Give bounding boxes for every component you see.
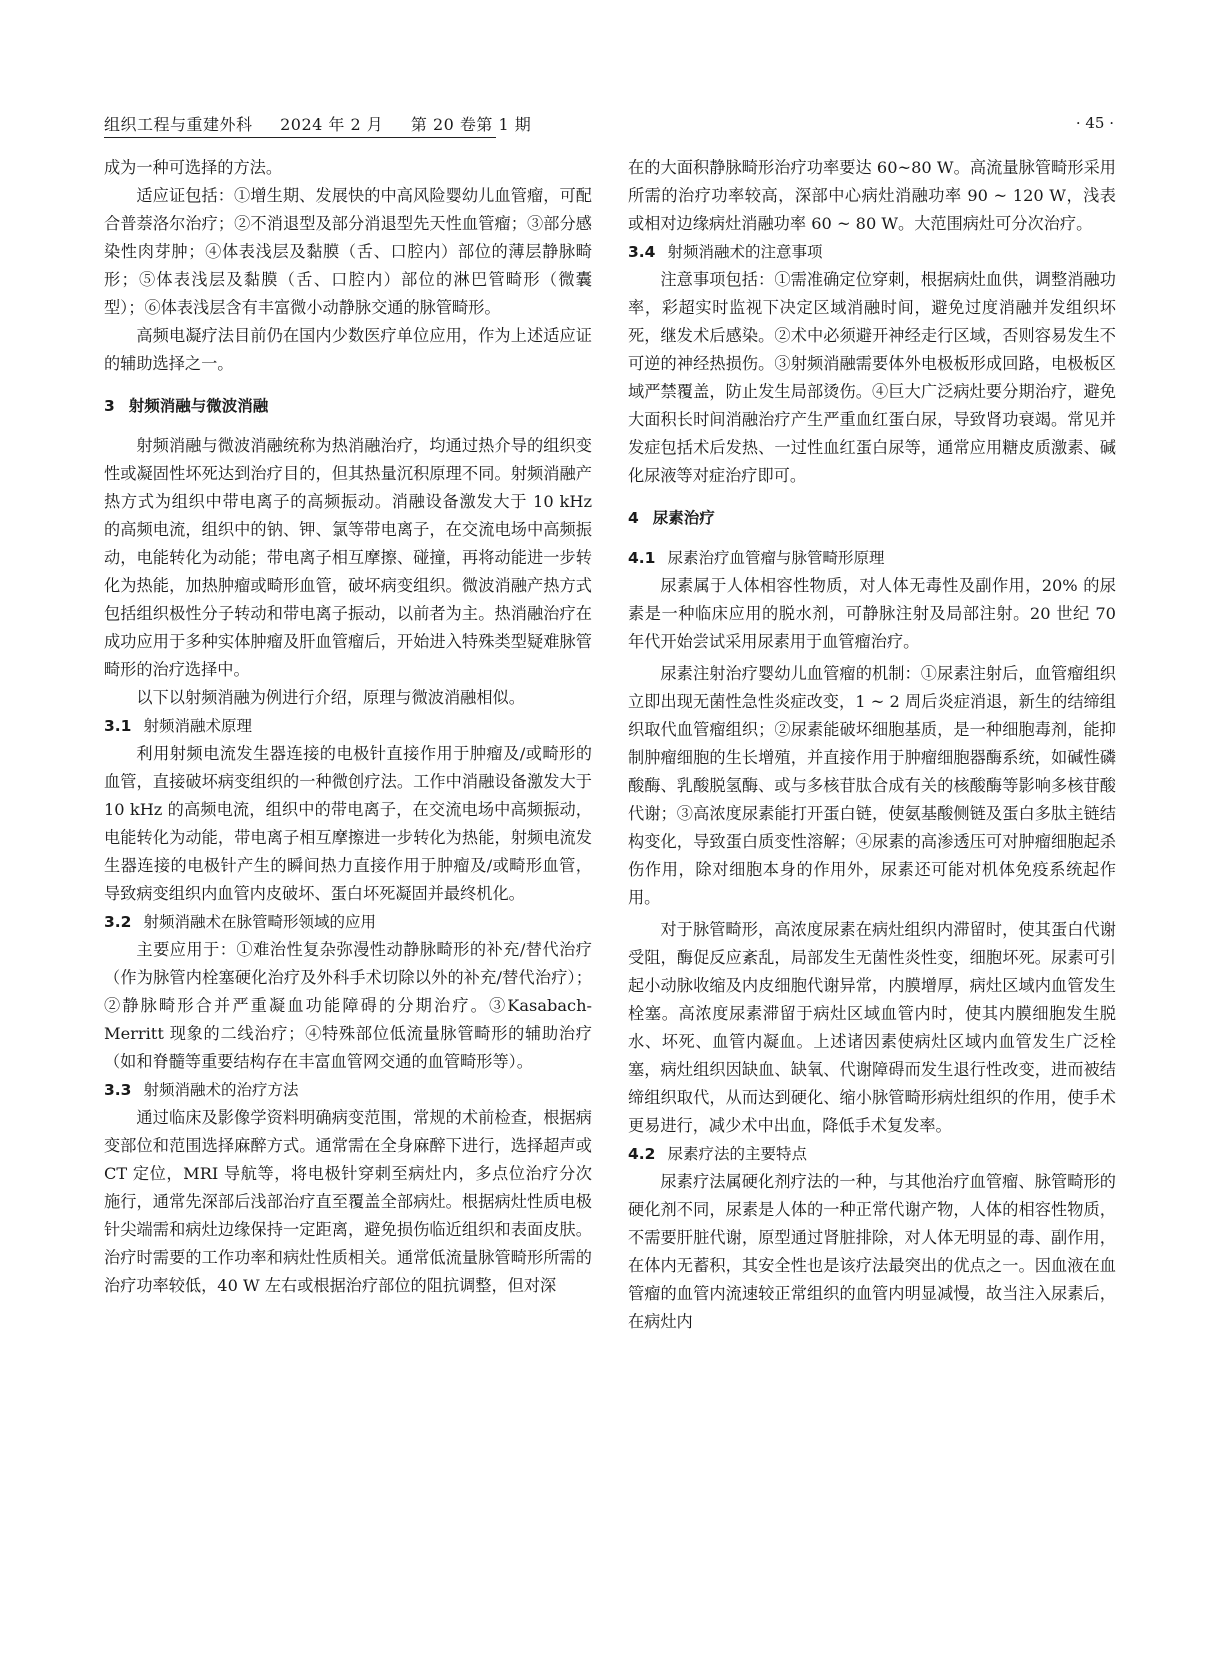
section-title: 尿素治疗血管瘤与脉管畸形原理 [667,549,885,567]
section-heading-3-3 [104,1076,592,1104]
paragraph: 以下以射频消融为例进行介绍，原理与微波消融相似。 [136,688,525,707]
paragraph: 尿素疗法属硬化剂疗法的一种，与其他治疗血管瘤、脉管畸形的硬化剂不同，尿素是人体的一种正常代谢产物，人体的相容性物质，不需要肝脏代谢，原型通过肾脏排除，对人体无明显的毒、副作用，在体内无蓄积，其安全性也是该疗法最突出的优点之一。因血液在血管瘤的血管内流速较正常组织的血管内明显减慢，故当注入尿素后，在病灶内 [628,1172,1116,1331]
section-number: 3.3 [104,1081,132,1099]
paragraph: 利用射频电流发生器连接的电极针直接作用于肿瘤及/或畸形的血管，直接破坏病变组织的一种微创疗法。工作中消融设备激发大于 10 kHz 的高频电流，组织中的带电离子，在交流电场中高频振动，电能转化为动能，带电离子相互摩擦进一步转化为热能，射频电流发生器连接的电极针产生的瞬间热力直接作用于肿瘤及/或畸形血管，导致病变组织内血管内皮破坏、蛋白坏死凝固并最终机化。 [104,744,592,903]
paragraph: 适应证包括：①增生期、发展快的中高风险婴幼儿血管瘤，可配合普萘洛尔治疗；②不消退型及部分消退型先天性血管瘤；③部分感染性肉芽肿；④体表浅层及黏膜（舌、口腔内）部位的薄层静脉畸形；⑤体表浅层及黏膜（舌、口腔内）部位的淋巴管畸形（微囊型）；⑥体表浅层含有丰富微小动静脉交通的脉管畸形。 [104,186,592,317]
header-rule [104,137,496,138]
paragraph: 尿素注射治疗婴幼儿血管瘤的机制：①尿素注射后，血管瘤组织立即出现无菌性急性炎症改变，1 ~ 2 周后炎症消退，新生的结缔组织取代血管瘤组织；②尿素能破坏细胞基质，是一种细胞毒剂，能抑制肿瘤细胞的生长增殖，并直接作用于肿瘤细胞器酶系统，如碱性磷酸酶、乳酸脱氢酶、或与多核苷肽合成有关的核酸酶等影响多核苷酸代谢；③高浓度尿素能打开蛋白链，使氨基酸侧链及蛋白多肽主链结构变化，导致蛋白质变性溶解；④尿素的高渗透压可对肿瘤细胞起杀伤作用，除对细胞本身的作用外，尿素还可能对机体免疫系统起作用。 [628,664,1116,907]
section-number: 4.1 [628,549,656,567]
paragraph: 对于脉管畸形，高浓度尿素在病灶组织内滞留时，使其蛋白代谢受阻，酶促反应紊乱，局部发生无菌性炎性变，细胞坏死。尿素可引起小动脉收缩及内皮细胞代谢异常，内膜增厚，病灶区域内血管发生栓塞。高浓度尿素滞留于病灶区域血管内时，使其内膜细胞发生脱水、坏死、血管内凝血。上述诸因素使病灶区域内血管发生广泛栓塞，病灶组织因缺血、缺氧、代谢障碍而发生退行性改变，进而被结缔组织取代，从而达到硬化、缩小脉管畸形病灶组织的作用，使手术更易进行，减少术中出血，降低手术复发率。 [628,920,1116,1135]
paragraph: 高频电凝疗法目前仍在国内少数医疗单位应用，作为上述适应证的辅助选择之一。 [104,326,592,373]
section-title: 射频消融与微波消融 [128,397,269,415]
section-title: 射频消融术原理 [143,717,252,735]
section-number: 4 [628,509,639,527]
section-heading-3-4 [628,238,1116,266]
section-heading-4 [628,504,1116,532]
section-heading-3-2 [104,908,592,936]
section-number: 4.2 [628,1145,656,1163]
section-title: 射频消融术的注意事项 [667,243,823,261]
section-number: 3.1 [104,717,132,735]
paragraph: 尿素属于人体相容性物质，对人体无毒性及副作用，20% 的尿素是一种临床应用的脱水剂，可静脉注射及局部注射。20 世纪 70 年代开始尝试采用尿素用于血管瘤治疗。 [628,576,1116,651]
paragraph: 射频消融与微波消融统称为热消融治疗，均通过热介导的组织变性或凝固性坏死达到治疗目的，但其热量沉积原理不同。射频消融产热方式为组织中带电离子的高频振动。消融设备激发大于 10 kHz 的高频电流，组织中的钠、钾、氯等带电离子，在交流电场中高频振动，电能转化为动能；带电离子相互摩擦、碰撞，再将动能进一步转化为热能，加热肿瘤或畸形血管，破坏病变组织。微波消融产热方式包括组织极性分子转动和带电离子振动，以前者为主。热消融治疗在成功应用于多种实体肿瘤及肝血管瘤后，开始进入特殊类型疑难脉管畸形的治疗选择中。 [104,436,592,679]
section-title: 射频消融术在脉管畸形领域的应用 [143,913,376,931]
right-column [628,154,1116,1336]
section-heading-4-2 [628,1140,1116,1168]
paragraph: 通过临床及影像学资料明确病变范围，常规的术前检查，根据病变部位和范围选择麻醉方式。通常需在全身麻醉下进行，选择超声或 CT 定位，MRI 导航等，将电极针穿刺至病灶内，多点位治疗分次施行，通常先深部后浅部治疗直至覆盖全部病灶。根据病灶性质电极针尖端需和病灶边缘保持一定距离，避免损伤临近组织和表面皮肤。治疗时需要的工作功率和病灶性质相关。通常低流量脉管畸形所需的治疗功率较低，40 W 左右或根据治疗部位的阻抗调整，但对深 [104,1108,592,1295]
paragraph: 在的大面积静脉畸形治疗功率要达 60~80 W。高流量脉管畸形采用所需的治疗功率较高，深部中心病灶消融功率 90 ~ 120 W，浅表或相对边缘病灶消融功率 60 ~ 80 W。大范围病灶可分次治疗。 [628,158,1116,233]
section-heading-3-1 [104,712,592,740]
section-heading-4-1 [628,544,1116,572]
section-heading-3 [104,392,592,420]
volume-issue: 第 20 卷第 1 期 [410,115,532,134]
journal-name: 组织工程与重建外科 [104,115,253,134]
running-header [104,112,1114,138]
section-number: 3.2 [104,913,132,931]
journal-info [104,112,553,135]
section-title: 尿素疗法的主要特点 [667,1145,807,1163]
section-number: 3 [104,397,115,415]
paragraph: 注意事项包括：①需准确定位穿刺，根据病灶血供，调整消融功率，彩超实时监视下决定区域消融时间，避免过度消融并发组织坏死，继发术后感染。②术中必须避开神经走行区域，否则容易发生不可逆的神经热损伤。③射频消融需要体外电极板形成回路，电极板区域严禁覆盖，防止发生局部烫伤。④巨大广泛病灶要分期治疗，避免大面积长时间消融治疗产生严重血红蛋白尿，导致肾功衰竭。常见并发症包括术后发热、一过性血红蛋白尿等，通常应用糖皮质激素、碱化尿液等对症治疗即可。 [628,270,1116,485]
paragraph: 主要应用于：①难治性复杂弥漫性动静脉畸形的补充/替代治疗（作为脉管内栓塞硬化治疗及外科手术切除以外的补充/替代治疗）；②静脉畸形合并严重凝血功能障碍的分期治疗。③Kasabach-Merritt 现象的二线治疗；④特殊部位低流量脉管畸形的辅助治疗（如和脊髓等重要结构存在丰富血管网交通的血管畸形等）。 [104,940,592,1071]
issue-date: 2024 年 2 月 [280,115,384,134]
paragraph: 成为一种可选择的方法。 [104,158,283,177]
section-title: 射频消融术的治疗方法 [143,1081,299,1099]
page-number: · 45 · [1075,114,1114,132]
left-column [104,154,592,1300]
section-title: 尿素治疗 [652,509,715,527]
section-number: 3.4 [628,243,656,261]
